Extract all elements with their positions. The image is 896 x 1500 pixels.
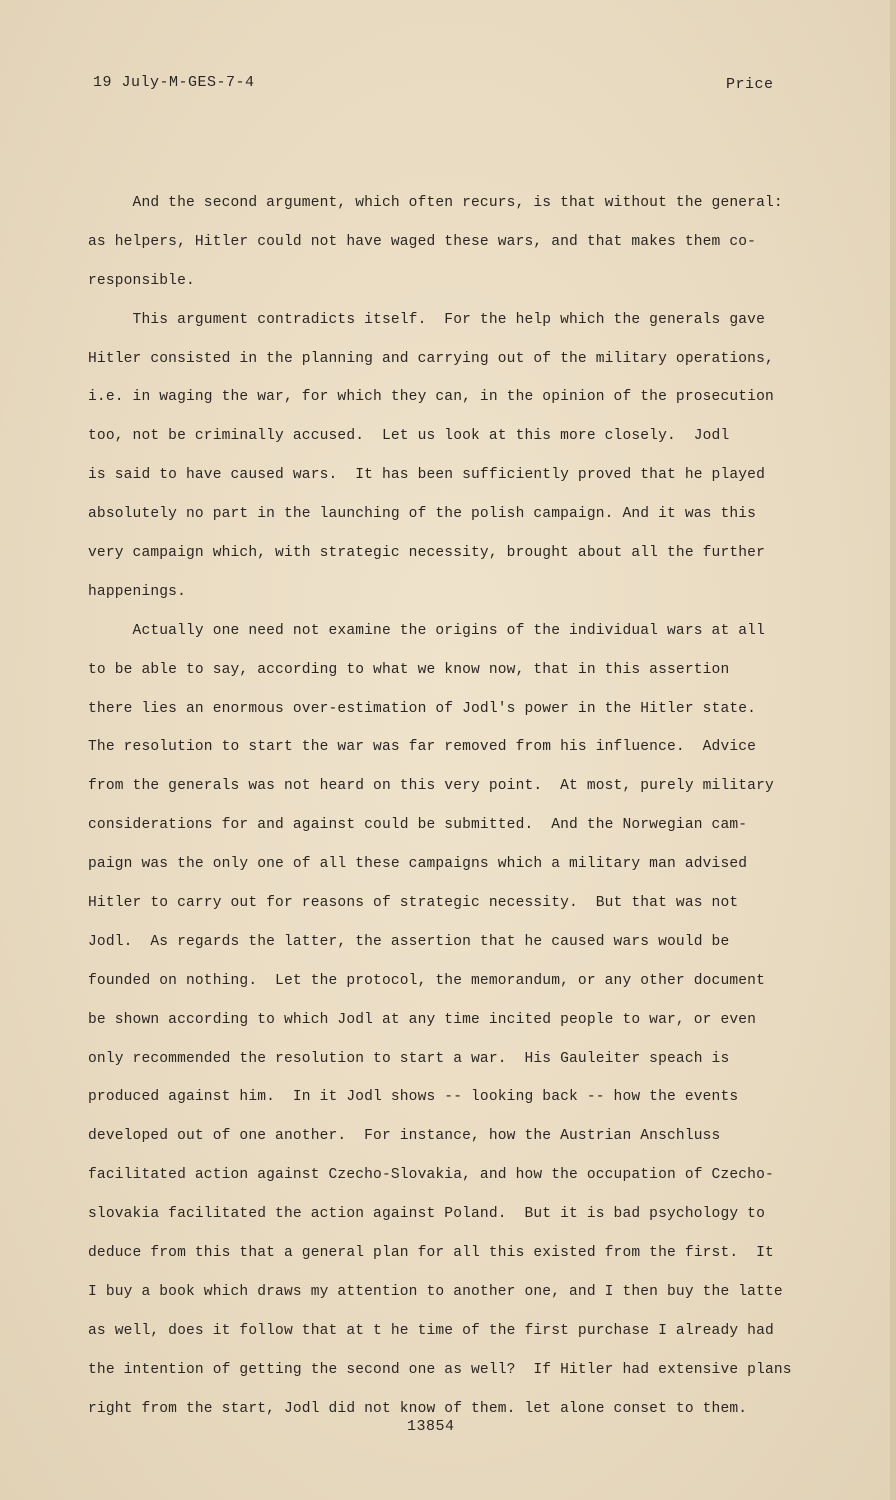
text-line: right from the start, Jodl did not know of them. let alone conset to them. [88,1400,748,1417]
text-line: facilitated action against Czecho-Slovakia, and how the occupation of Czecho- [88,1167,774,1184]
text-line: slovakia facilitated the action against Poland. But it is bad psychology to [88,1206,765,1223]
text-line: deduce from this that a general plan for all this existed from the first. It [88,1245,774,1262]
text-line: I buy a book which draws my attention to another one, and I then buy the latte [88,1283,783,1300]
text-line: Hitler to carry out for reasons of strategic necessity. But that was not [88,895,739,912]
text-line: i.e. in waging the war, for which they can, in the opinion of the prosecution [88,389,774,406]
text-line: there lies an enormous over-estimation of Jodl's power in the Hitler state. [88,700,757,717]
page-number: 13854 [407,1418,455,1435]
text-line: produced against him. In it Jodl shows -- looking back -- how the events [88,1089,739,1106]
text-line: Hitler consisted in the planning and carrying out of the military operations, [88,350,774,367]
text-line: founded on nothing. Let the protocol, the memorandum, or any other document [88,972,765,989]
body-text [88,184,848,1429]
text-line: This argument contradicts itself. For the help which the generals gave [88,311,765,328]
page-edge [890,0,896,1500]
text-line: The resolution to start the war was far removed from his influence. Advice [88,739,757,756]
document-reference: 19 July-M-GES-7-4 [93,74,255,91]
text-line: considerations for and against could be submitted. And the Norwegian cam- [88,817,748,834]
text-line: Jodl. As regards the latter, the assertion that he caused wars would be [88,933,730,950]
text-line: only recommended the resolution to start a war. His Gauleiter speach is [88,1050,730,1067]
text-line: paign was the only one of all these campaigns which a military man advised [88,856,748,873]
text-line: absolutely no part in the launching of the polish campaign. And it was this [88,506,757,523]
text-line: responsible. [88,272,195,289]
text-line: very campaign which, with strategic necessity, brought about all the further [88,545,765,562]
text-line: from the generals was not heard on this very point. At most, purely military [88,778,774,795]
text-line: too, not be criminally accused. Let us look at this more closely. Jodl [88,428,730,445]
text-line: to be able to say, according to what we know now, that in this assertion [88,661,730,678]
text-line: as well, does it follow that at t he time of the first purchase I already had [88,1322,774,1339]
text-line: is said to have caused wars. It has been sufficiently proved that he played [88,467,765,484]
text-line: Actually one need not examine the origins of the individual wars at all [88,622,765,639]
text-line: And the second argument, which often recurs, is that without the general: [88,195,783,211]
text-line: developed out of one another. For instance, how the Austrian Anschluss [88,1128,721,1145]
text-line: be shown according to which Jodl at any time incited people to war, or even [88,1011,757,1028]
text-line: the intention of getting the second one as well? If Hitler had extensive plans [88,1361,792,1378]
text-line: happenings. [88,583,186,600]
speaker-name: Price [726,76,774,93]
text-line: as helpers, Hitler could not have waged these wars, and that makes them co- [88,233,757,250]
